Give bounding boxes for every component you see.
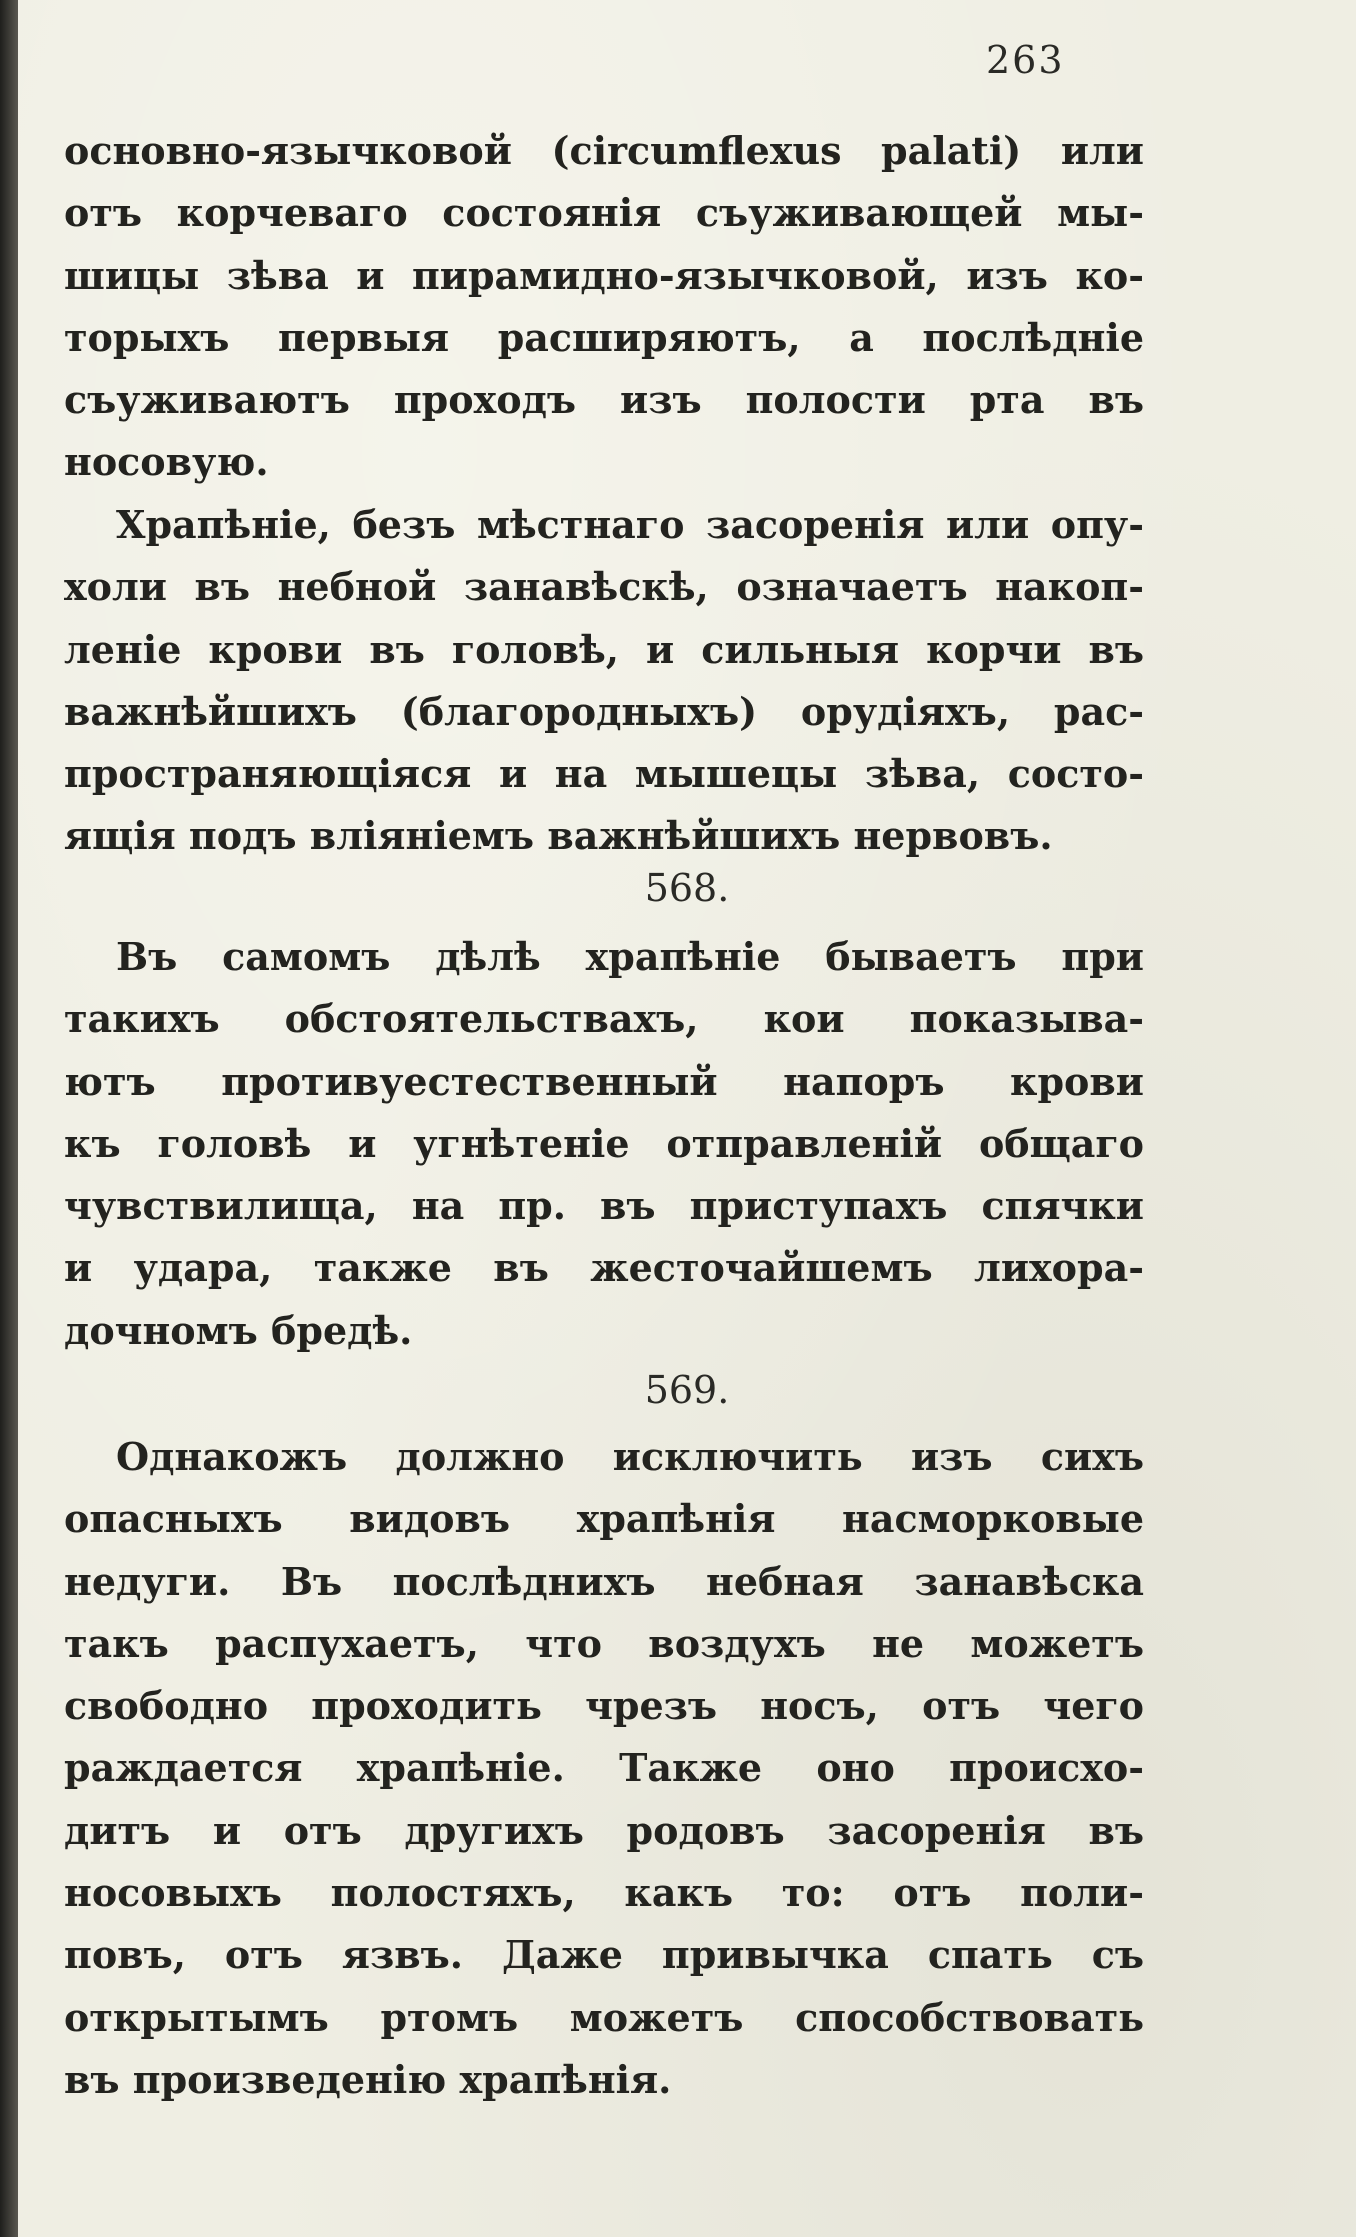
book-page	[18, 0, 1356, 2237]
text-line: чувствилища, на пр. въ приступахъ спячки	[64, 1183, 1144, 1229]
text-line: повъ, отъ язвъ. Даже привычка спать съ	[64, 1932, 1144, 1978]
section-number-568: 568.	[644, 866, 730, 910]
text-line: Однакожъ должно исключить изъ сихъ	[116, 1434, 1144, 1479]
text-line: къ головѣ и угнѣтеніе отправленій общаго	[64, 1120, 1144, 1166]
paragraph-2	[64, 494, 1144, 868]
text-line: шицы зѣва и пирамидно-язычковой, изъ ко-	[64, 252, 1144, 298]
text-line: свободно проходить чрезъ носъ, отъ чего	[64, 1683, 1144, 1729]
paragraph-3	[64, 926, 1144, 1362]
text-line: торыхъ первыя расширяютъ, а послѣдніе	[64, 314, 1144, 360]
text-line: раждается храпѣніе. Также оно происхо-	[64, 1745, 1144, 1791]
text-line: Въ самомъ дѣлѣ храпѣніе бываетъ при	[116, 934, 1144, 979]
text-line: пространяющіяся и на мышецы зѣва, состо-	[64, 751, 1144, 797]
section-number-569: 569.	[644, 1368, 730, 1412]
text-line: леніе крови въ головѣ, и сильныя корчи въ	[64, 626, 1144, 672]
page-number: 263	[986, 38, 1065, 82]
text-line: такихъ обстоятельствахъ, кои показыва-	[64, 996, 1144, 1042]
text-line: основно-язычковой (circumflexus palati) или	[64, 128, 1144, 173]
text-line: ящія подъ вліяніемъ важнѣйшихъ нервовъ.	[64, 813, 1053, 859]
text-line: отъ корчеваго состоянія съуживающей мы-	[64, 190, 1144, 236]
text-line: недуги. Въ послѣднихъ небная занавѣска	[64, 1558, 1144, 1604]
book-gutter	[0, 0, 18, 2237]
text-line: носовыхъ полостяхъ, какъ то: отъ поли-	[64, 1870, 1144, 1916]
text-line: опасныхъ видовъ храпѣнія насморковые	[64, 1496, 1144, 1542]
paragraph-4	[64, 1426, 1144, 2111]
text-line: такъ распухаетъ, что воздухъ не можетъ	[64, 1620, 1144, 1666]
text-line: ютъ противуестественный напоръ крови	[64, 1058, 1144, 1104]
text-line: важнѣйшихъ (благородныхъ) орудіяхъ, рас-	[64, 688, 1144, 734]
text-line: холи въ небной занавѣскѣ, означаетъ накоп-	[64, 564, 1144, 610]
text-line: въ произведенію храпѣнія.	[64, 2056, 672, 2102]
text-line: дочномъ бредѣ.	[64, 1307, 413, 1353]
text-line: открытымъ ртомъ можетъ способствовать	[64, 1994, 1144, 2040]
paragraph-1	[64, 120, 1144, 494]
text-line: носовую.	[64, 439, 269, 485]
text-line: Храпѣніе, безъ мѣстнаго засоренія или опу-	[116, 502, 1144, 547]
text-line: и удара, также въ жесточайшемъ лихора-	[64, 1245, 1144, 1291]
text-line: съуживаютъ проходъ изъ полости рта въ	[64, 377, 1144, 423]
text-line: дитъ и отъ другихъ родовъ засоренія въ	[64, 1807, 1144, 1853]
